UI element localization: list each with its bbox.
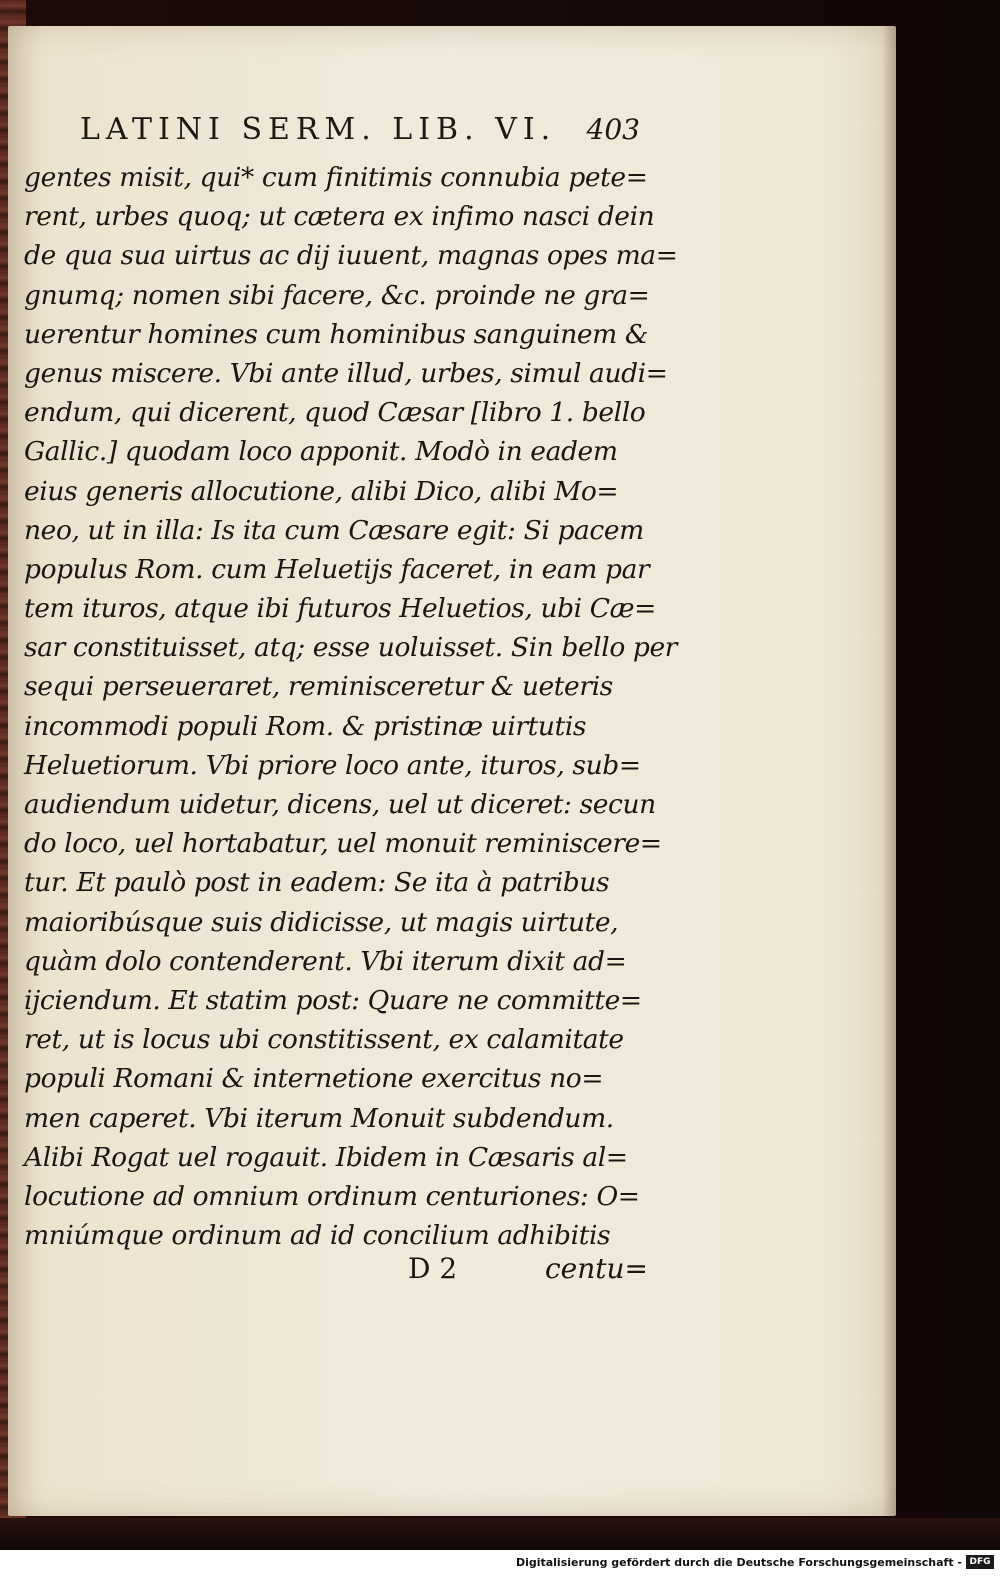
text-line: gnumq; nomen sibi facere, &c. proinde ne gra= <box>24 279 650 311</box>
text-line: ret, ut is locus ubi constitissent, ex calamitate <box>24 1024 624 1056</box>
text-line: quàm dolo contenderent. Vbi iterum dixit ad= <box>24 945 627 977</box>
credit-bar <box>0 1550 1000 1582</box>
page-header <box>80 112 640 154</box>
text-line: maioribúsque suis didicisse, ut magis uirtute, <box>24 906 619 938</box>
scan-bottom-edge <box>0 1518 1000 1550</box>
text-line: uerentur homines cum hominibus sanguinem & <box>24 318 649 350</box>
dfg-credit: Digitalisierung gefördert durch die Deutsche Forschungsgemeinschaft - <box>515 1556 962 1569</box>
text-line: mniúmque ordinum ad id concilium adhibitis <box>24 1220 611 1252</box>
page-gutter-shadow <box>882 26 896 1516</box>
text-line: sequi perseueraret, reminisceretur & ueteris <box>24 671 613 703</box>
text-line: do loco, uel hortabatur, uel monuit reminiscere= <box>24 828 662 860</box>
text-line: populi Romani & internetione exercitus no= <box>24 1063 604 1095</box>
catchword: centu= <box>544 1252 648 1285</box>
text-line: de qua sua uirtus ac dij iuuent, magnas opes ma= <box>24 240 678 272</box>
text-line: locutione ad omnium ordinum centuriones: O= <box>24 1180 640 1212</box>
text-line: audiendum uidetur, dicens, uel ut diceret: secun <box>24 789 656 820</box>
text-line: genus miscere. Vbi ante illud, urbes, simul audi= <box>24 357 668 389</box>
text-line: men caperet. Vbi iterum Monuit subdendum. <box>24 1102 614 1134</box>
dfg-logo: DFG <box>966 1555 994 1569</box>
text-line: incommodi populi Rom. & pristinæ uirtutis <box>24 710 587 742</box>
text-line: populus Rom. cum Heluetijs faceret, in eam par <box>24 553 650 585</box>
text-line: neo, ut in illa: Is ita cum Cæsare egit: Si pacem <box>24 514 644 546</box>
text-line: sar constituisset, atq; esse uoluisset. Sin bello per <box>24 632 678 664</box>
text-line: rent, urbes quoq; ut cætera ex infimo nasci dein <box>24 201 655 233</box>
page-number: 403 <box>586 113 640 146</box>
page-footer <box>408 1252 648 1292</box>
text-line: ijciendum. Et statim post: Quare ne committe= <box>24 984 642 1016</box>
body-text <box>24 158 678 1255</box>
text-line: eius generis allocutione, alibi Dico, alibi Mo= <box>24 475 619 507</box>
text-line: gentes misit, qui* cum finitimis connubia pete= <box>24 162 648 193</box>
text-line: endum, qui dicerent, quod Cæsar [libro 1. bello <box>24 397 646 429</box>
text-line: tem ituros, atque ibi futuros Heluetios, ubi Cæ= <box>24 593 656 625</box>
text-line: Alibi Rogat uel rogauit. Ibidem in Cæsaris al= <box>24 1141 628 1173</box>
text-line: tur. Et paulò post in eadem: Se ita à patribus <box>24 867 610 899</box>
running-head: LATINI SERM. LIB. VI. <box>80 112 557 147</box>
text-line: Heluetiorum. Vbi priore loco ante, ituros, sub= <box>24 749 641 781</box>
signature-mark: D 2 <box>408 1252 458 1285</box>
text-line: Gallic.] quodam loco apponit. Modò in eadem <box>24 436 618 468</box>
